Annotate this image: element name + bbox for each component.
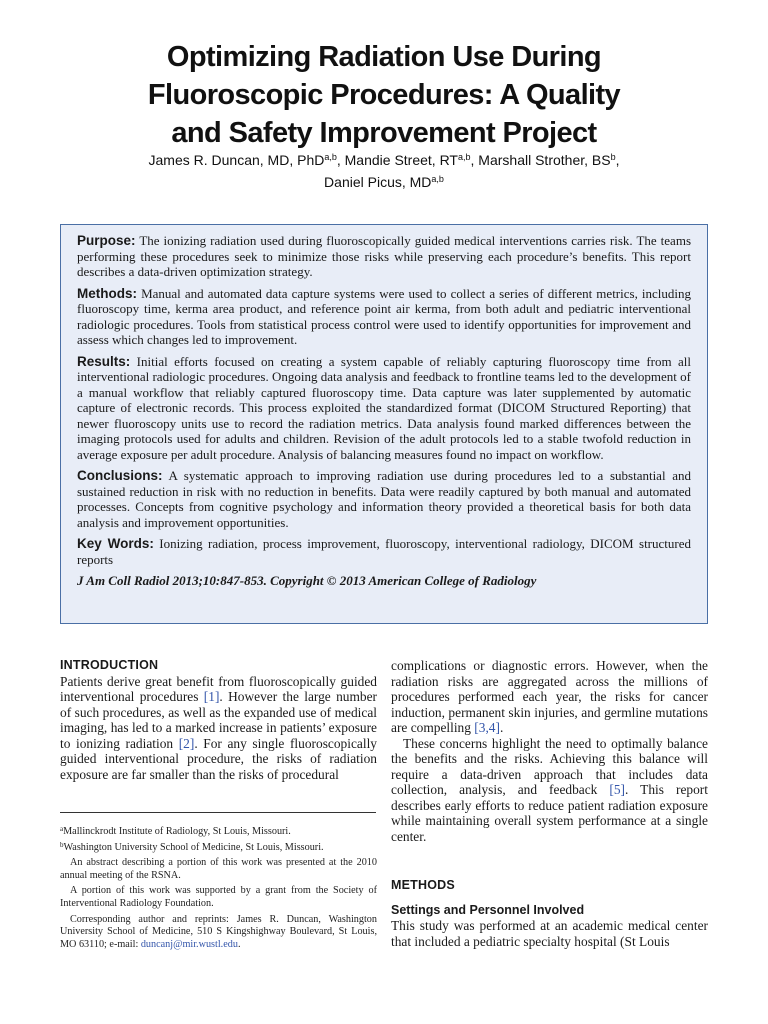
- footnote-divider: [60, 812, 376, 813]
- footnote-marker: a: [60, 825, 64, 833]
- footnotes: [60, 826, 377, 954]
- author-name: Mandie Street, RT: [344, 152, 458, 168]
- author-name: James R. Duncan, MD, PhD: [148, 152, 325, 168]
- reference-link[interactable]: [3,4]: [474, 720, 500, 735]
- reference-link[interactable]: [1]: [203, 689, 220, 704]
- author-affiliation: a,b: [458, 152, 471, 162]
- footnote-correspondence: [60, 914, 377, 952]
- abstract-keywords: [77, 536, 691, 567]
- abstract-label: Conclusions:: [77, 468, 163, 483]
- right-column-body: [391, 658, 708, 949]
- author-email-link[interactable]: duncanj@mir.wustl.edu: [140, 938, 238, 950]
- title-line: and Safety Improvement Project: [171, 117, 597, 149]
- journal-citation: J Am Coll Radiol 2013;10:847-853. Copyright © 2013 American College of Radiology: [77, 573, 537, 588]
- body-text: . For any single fluoroscopically guided interventional procedure, the risks of radiation exposure are far smaller than the risks of procedural: [60, 735, 377, 782]
- abstract-label: Purpose:: [77, 233, 136, 248]
- footnote-text: Corresponding author and reprints: James R. Duncan, Washington University School of Medicine, 510 S Kingshighway Boulevard, St Louis, MO 63110; e-mail:: [60, 913, 377, 950]
- footnote-abstract-note: An abstract describing a portion of this work was presented at the 2010 annual meeting of the RSNA.: [60, 857, 377, 881]
- abstract-label: Methods:: [77, 285, 137, 301]
- subsection-heading: Settings and Personnel Involved: [391, 902, 585, 917]
- left-column: [60, 658, 377, 782]
- abstract-methods: [77, 286, 691, 348]
- abstract-label: Key Words:: [77, 536, 154, 551]
- footnote-affiliation-b: [60, 842, 377, 855]
- abstract-text: A systematic approach to improving radiation use during procedures led to a substantial and sustained reduction in risk with no reduction in benefits. Data were readily captured by both manual and automated processes. Concepts from cognitive psychology and information theory provided a theoretical basis for both data analysis and improvement opportunities.: [77, 468, 691, 530]
- body-text: .: [499, 720, 504, 735]
- reference-link[interactable]: [2]: [178, 735, 195, 751]
- author-name: Marshall Strother, BS: [478, 152, 611, 168]
- abstract-conclusions: [77, 468, 691, 530]
- title-line: Optimizing Radiation Use During: [166, 41, 602, 73]
- abstract-text: Ionizing radiation, process improvement, fluoroscopy, interventional radiology, DICOM structured reports: [77, 536, 691, 567]
- footnote-text: Mallinckrodt Institute of Radiology, St Louis, Missouri.: [63, 826, 291, 837]
- body-text: complications or diagnostic errors. However, when the radiation risks are aggregated across the millions of procedures performed each year, the risks for cancer induction, permanent skin injuries, and germline mutations are compelling: [391, 658, 708, 735]
- footnote-text: .: [237, 938, 241, 950]
- abstract-text: Manual and automated data capture systems were used to collect a series of different metrics, including fluoroscopy time, kerma area product, and reference point air kerma, from both adult and pediatric interventional radiologic procedures. Tools from statistical process control were used to identify opportunities for improvement and assess which changes led to improvement.: [77, 285, 691, 347]
- reference-link[interactable]: [5]: [609, 782, 626, 797]
- title-line: Fluoroscopic Procedures: A Quality: [147, 79, 621, 111]
- footnote-grant-note: A portion of this work was supported by a grant from the Society of Interventional Radiology Foundation.: [60, 885, 377, 909]
- body-text: Patients derive great benefit from fluoroscopically guided interventional procedures: [60, 673, 377, 704]
- author-affiliation: a,b: [324, 152, 337, 162]
- intro-paragraph: [60, 674, 377, 783]
- section-heading-introduction: INTRODUCTION: [60, 658, 159, 672]
- methods-paragraph: This study was performed at an academic medical center that included a pediatric specialty hospital (St Louis: [391, 918, 708, 949]
- abstract-text: Initial efforts focused on creating a system capable of reliably capturing fluoroscopy time from all interventional radiologic procedures. Ongoing data analysis and feedback to frontline teams led to the development of a manual workflow that reliably captured fluoroscopy time. Data capture was later supplemented by automatic capture of electronic records. This process exploited the standardized format (DICOM Structured Reporting) that newer fluoroscopy units use to record the radiation metrics. Data analysis found marked differences between the imaging protocols used for adults and children. Revision of the adult protocols led to a stable twofold reduction in average exposure per adult procedure. Analysis of balancing measures found no impact on workflow.: [77, 353, 692, 462]
- body-text: . However the large number of such procedures, as well as the expanded use of medical imaging, has led to a marked increase in patients’ exposure to ionizing radiation: [60, 689, 377, 751]
- author-name: Daniel Picus, MD: [324, 174, 432, 190]
- article-title: [80, 38, 688, 152]
- abstract-box: [60, 224, 708, 624]
- abstract-purpose: [77, 233, 691, 280]
- footnote-marker: b: [60, 840, 64, 849]
- body-text: . This report describes early efforts to reduce patient radiation exposure while maintaining overall system performance at a single center.: [391, 782, 708, 844]
- footnote-text: Washington University School of Medicine, St Louis, Missouri.: [63, 841, 324, 853]
- abstract-label: Results:: [77, 353, 131, 369]
- footnote-affiliation-a: [60, 826, 377, 839]
- author-affiliation: a,b: [431, 174, 444, 184]
- intro-paragraph-continued: [391, 658, 708, 736]
- section-heading-methods: METHODS: [391, 878, 455, 892]
- abstract-text: The ionizing radiation used during fluoroscopically guided medical interventions carries risk. The teams performing these procedures seek to minimize those risks while preserving each procedure’s benefits. This report describes a data-driven optimization strategy.: [77, 233, 692, 279]
- intro-paragraph-2: [391, 736, 708, 845]
- body-text: These concerns highlight the need to optimally balance the benefits and the risks. Achieving this balance will require a data-driven approach that includes data collection, analysis, and feedback: [391, 735, 708, 797]
- abstract-results: [77, 354, 691, 463]
- author-list: James R. Duncan, MD, PhD$^{a,b}$, Mandie Street, RT$^{a,b}$, Marshall Strother, $BS^b$, Daniel Picus, MD$^{a,b}$: [148, 152, 620, 190]
- author-affiliation: b: [610, 152, 616, 162]
